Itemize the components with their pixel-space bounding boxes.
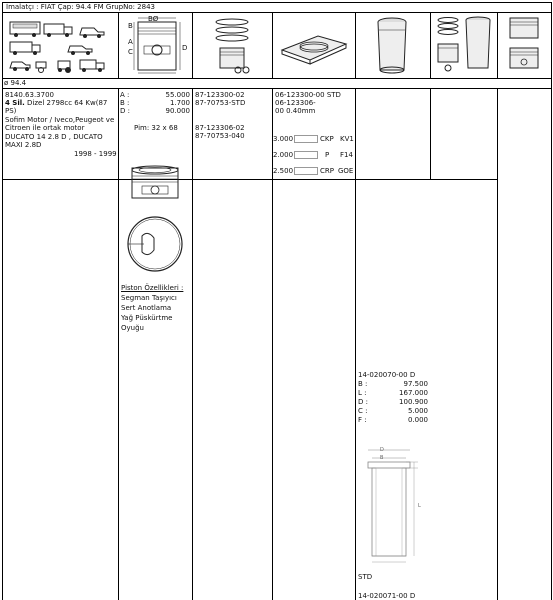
liner-f-value: 0.000: [407, 416, 428, 424]
liner-drawing-label-b: B: [380, 455, 384, 461]
icon-divider-5: [430, 12, 431, 78]
icon-divider-3: [272, 12, 273, 78]
engine-code: 8140.63.3700: [5, 91, 54, 99]
liner-b-value: 97.500: [403, 380, 428, 388]
ring-part-1: 06-123300-00 STD: [275, 91, 341, 99]
liner-code: 14-020070-00 D: [358, 371, 416, 379]
frame-right: [551, 2, 552, 600]
vehicles-icon: [8, 16, 116, 74]
col-divider-2: [192, 88, 193, 600]
piston-rings-icon: [200, 16, 266, 76]
piston-label-b: B: [128, 22, 133, 30]
liner-f-label: F :: [358, 416, 367, 424]
liner-b-row: [358, 380, 428, 388]
liner-d-label: D :: [358, 398, 368, 406]
dim-b-row: [120, 99, 190, 107]
liner-std-label: STD: [358, 573, 373, 581]
piston-label-c: C: [128, 48, 133, 56]
header-bottom-line: [2, 12, 551, 13]
feature-3: Yağ Püskürtme: [121, 314, 173, 322]
ring-spec-2-type: P: [325, 151, 330, 159]
dim-b-value: 1.700: [169, 99, 190, 107]
engine-description-2: PS): [5, 107, 17, 115]
ring-spec-1-code: KV1: [340, 135, 354, 143]
liner-next-code: 14-020071-00 D: [358, 592, 416, 600]
liner-drawing-label-l: L: [418, 503, 421, 509]
dim-a-row: [120, 91, 190, 99]
pin-size: Pim: 32 x 68: [134, 124, 178, 132]
col-divider-1: [118, 88, 119, 600]
dim-d-label: D :: [120, 107, 130, 115]
ring-spec-3-value: 2.500: [273, 167, 294, 175]
ring-spec-3-type: CRP: [320, 167, 334, 175]
dim-b-label: B :: [120, 99, 130, 107]
piston-part-4: 87-70753-040: [195, 132, 245, 140]
liner-l-value: 167.000: [399, 389, 428, 397]
piston-label-a: A: [128, 38, 133, 46]
section-top-line: [2, 88, 551, 89]
bore-size-label: ø 94.4: [4, 79, 27, 87]
ring-spec-3-shape: [294, 167, 318, 175]
engine-years: 1998 - 1999: [74, 150, 117, 158]
col-divider-5: [430, 88, 431, 180]
engine-note-4: MAXI 2.8D: [5, 141, 42, 149]
piston-label-d: D: [182, 44, 188, 52]
liner-b-label: B :: [358, 380, 368, 388]
liner-c-row: [358, 407, 428, 415]
icon-divider-2: [192, 12, 193, 78]
liner-d-row: [358, 398, 428, 406]
liner-l-row: [358, 389, 428, 397]
frame-left: [2, 2, 3, 600]
liner-kit-icon: [434, 14, 496, 76]
header-text: İmalatçı : FIAT Çap: 94.4 FM GrupNo: 2843: [6, 3, 155, 11]
liner-f-row: [358, 416, 428, 424]
col-divider-6: [497, 88, 498, 600]
icon-divider-4: [355, 12, 356, 78]
dim-d-value: 90.000: [165, 107, 190, 115]
piston-label-bo: BØ: [148, 15, 159, 23]
engine-note-3: DUCATO 14 2.8 D , DUCATO: [5, 133, 103, 141]
liner-d-value: 100.900: [399, 398, 428, 406]
col-divider-4: [355, 88, 356, 600]
feature-2: Sert Anotlama: [121, 304, 172, 312]
ring-spec-1-type: CKP: [320, 135, 334, 143]
ring-part-3: 00 0.40mm: [275, 107, 316, 115]
ring-spec-1-shape: [294, 135, 318, 143]
engine-cylinders: 4 Sil.: [5, 99, 25, 107]
ring-spec-2-value: 2.000: [273, 151, 294, 159]
ring-spec-1-value: 3.000: [273, 135, 294, 143]
engine-description: Dizel 2798cc 64 Kw(87: [27, 99, 108, 107]
feature-4: Oyuğu: [121, 324, 144, 332]
piston-part-1: 87-123300-02: [195, 91, 245, 99]
ring-spec-2-code: F14: [340, 151, 353, 159]
engine-note-1: Sofim Motor / Iveco,Peugeot ve: [5, 116, 115, 124]
icon-divider-6: [497, 12, 498, 78]
liner-drawing-label-d: D: [380, 447, 384, 453]
liner-dimension-drawing: [360, 440, 426, 568]
col-divider-3: [272, 88, 273, 600]
features-title: Piston Özellikleri :: [121, 284, 184, 292]
dim-d-row: [120, 107, 190, 115]
liner-c-value: 5.000: [407, 407, 428, 415]
icons-bottom-line: [2, 78, 551, 79]
dim-a-value: 55.000: [165, 91, 190, 99]
piston-cross-section-icon: [124, 160, 188, 278]
piston-part-2: 87-70753-STD: [195, 99, 246, 107]
engine-note-2: Citroen ile ortak motor: [5, 124, 85, 132]
liner-l-label: L :: [358, 389, 367, 397]
piston-pair-icon: [502, 14, 548, 76]
liner-c-label: C :: [358, 407, 368, 415]
cylinder-liner-icon: [370, 16, 414, 76]
ring-spec-3-code: GOE: [338, 167, 354, 175]
ring-box-icon: [278, 26, 350, 66]
ring-part-2: 06-123306-: [275, 99, 316, 107]
piston-part-3: 87-123306-02: [195, 124, 245, 132]
icon-divider-1: [118, 12, 119, 78]
dim-a-label: A :: [120, 91, 130, 99]
feature-1: Segman Taşıyıcı: [121, 294, 177, 302]
ring-spec-2-shape: [294, 151, 318, 159]
row-divider-line: [2, 179, 497, 180]
